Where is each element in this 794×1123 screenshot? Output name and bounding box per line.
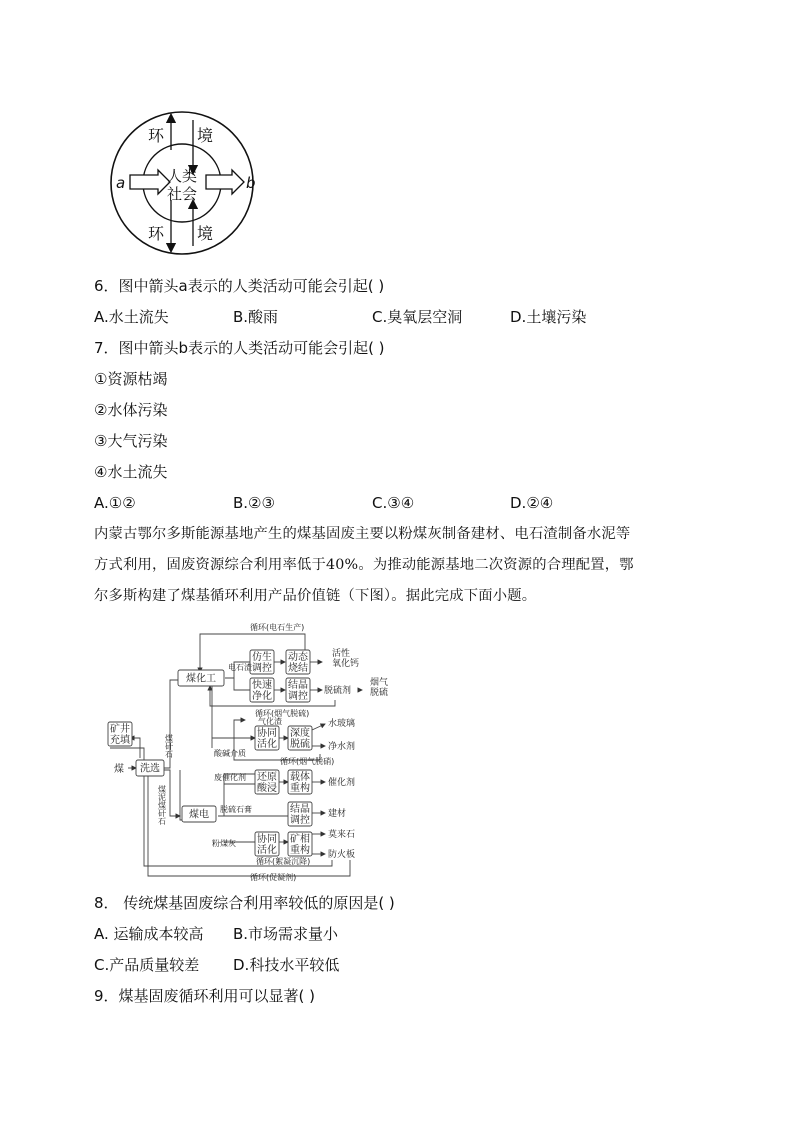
q7-option-d[interactable]: D.②④ <box>510 494 554 512</box>
fig2-out-fire: 防火板 <box>328 850 356 860</box>
fig1-label-top-right: 境 <box>197 126 214 145</box>
fig1-label-center-2: 社会 <box>166 185 198 203</box>
fig1-label-bottom-right: 境 <box>197 224 214 243</box>
fig2-box-cryst1: 结晶调控 <box>288 680 308 703</box>
question-7: 7．图中箭头b表示的人类活动可能会引起( ) <box>94 339 385 357</box>
question-8: 8． 传统煤基固废综合利用率较低的原因是( ) <box>94 894 395 912</box>
q8-option-b[interactable]: B.市场需求量小 <box>233 925 339 943</box>
fig2-lbl-slime: 煤泥煤矸石 <box>157 785 167 825</box>
fig2-lbl-coal: 煤 <box>114 764 124 775</box>
q7-item-3: ③大气污染 <box>94 432 168 450</box>
fig2-out-water: 净水剂 <box>328 742 356 752</box>
fig2-box-fast: 快速净化 <box>252 680 272 703</box>
fig1-label-b: b <box>246 174 256 192</box>
fig2-loop-flue2: 循环(烟气脱硝) <box>280 757 335 766</box>
fig2-out-glass: 水玻璃 <box>328 719 356 729</box>
q7-option-b[interactable]: B.②③ <box>233 494 275 512</box>
q8-option-d[interactable]: D.科技水平较低 <box>233 956 340 974</box>
fig2-box-power: 煤电 <box>189 809 209 821</box>
fig2-box-carrier: 载体重构 <box>290 772 310 795</box>
coal-recycling-value-chain-diagram <box>100 620 400 882</box>
question-9: 9．煤基固废循环利用可以显著( ) <box>94 987 316 1005</box>
fig2-lbl-flyash: 粉煤灰 <box>212 839 236 848</box>
fig2-out-cat: 催化剂 <box>328 778 356 788</box>
fig2-out-flue: 烟气脱硫 <box>370 678 389 698</box>
fig2-lbl-acidalk: 酸碱介质 <box>214 749 246 758</box>
question-6: 6．图中箭头a表示的人类活动可能会引起( ) <box>94 277 385 295</box>
fig2-lbl-gangue: 煤矸石 <box>164 734 174 758</box>
fig2-box-wash: 洗选 <box>140 763 160 775</box>
fig1-label-bottom-left: 环 <box>148 224 165 243</box>
fig2-box-coact2: 协同活化 <box>257 834 277 857</box>
fig2-out-build: 建材 <box>328 809 347 819</box>
fig2-lbl-wastecat: 废催化剂 <box>214 773 246 782</box>
fig2-loop-promo: 循环(促凝剂) <box>250 873 297 882</box>
fig2-lbl-gasslag: 气化渣 <box>258 717 282 726</box>
fig1-label-center-1: 人类 <box>166 167 198 185</box>
fig2-box-dynamic: 动态烧结 <box>288 652 308 675</box>
fig2-box-cryst2: 结晶调控 <box>290 804 310 827</box>
fig1-label-a: a <box>116 174 126 192</box>
human-environment-diagram <box>100 108 265 258</box>
fig2-box-mineral: 矿相重构 <box>290 834 310 857</box>
passage-line-1: 内蒙古鄂尔多斯能源基地产生的煤基固废主要以粉煤灰制备建材、电石渣制备水泥等 <box>94 526 631 542</box>
q7-item-1: ①资源枯竭 <box>94 370 168 388</box>
fig2-lbl-carbide: 电石渣 <box>228 663 252 672</box>
q6-option-d[interactable]: D.土壤污染 <box>510 308 587 326</box>
q6-option-a[interactable]: A.水土流失 <box>94 308 169 326</box>
fig2-loop-coag: 循环(絮凝沉降) <box>256 857 311 866</box>
q7-option-c[interactable]: C.③④ <box>372 494 415 512</box>
q7-option-a[interactable]: A.①② <box>94 494 136 512</box>
fig2-box-mine: 矿井充填 <box>110 724 130 747</box>
q8-option-a[interactable]: A. 运输成本较高 <box>94 925 204 943</box>
fig2-out-desagent: 脱硫剂 <box>324 686 352 696</box>
fig2-loop-flue1: 循环(烟气脱硫) <box>255 709 310 718</box>
fig2-box-deep: 深度脱硫 <box>290 728 310 751</box>
fig2-box-coalchem: 煤化工 <box>186 673 216 685</box>
fig1-label-top-left: 环 <box>148 126 165 145</box>
fig2-box-biomimic: 仿生调控 <box>252 652 272 675</box>
fig2-out-mullite: 莫来石 <box>328 830 356 840</box>
fig2-lbl-desgyp: 脱硫石膏 <box>220 805 252 814</box>
fig2-loop-top: 循环(电石生产) <box>250 623 305 632</box>
fig2-out-cao: 活性氧化钙 <box>332 649 360 669</box>
fig2-box-coact1: 协同活化 <box>257 728 277 751</box>
q7-item-4: ④水土流失 <box>94 463 168 481</box>
passage-line-2: 方式利用，固废资源综合利用率低于40%。为推动能源基地二次资源的合理配置，鄂 <box>94 557 634 573</box>
q6-option-c[interactable]: C.臭氧层空洞 <box>372 308 463 326</box>
q6-option-b[interactable]: B.酸雨 <box>233 308 279 326</box>
passage-line-3: 尔多斯构建了煤基循环利用产品价值链（下图）。据此完成下面小题。 <box>94 588 537 604</box>
fig2-box-reduce: 还原酸浸 <box>257 772 277 795</box>
q8-option-c[interactable]: C.产品质量较差 <box>94 956 200 974</box>
q7-item-2: ②水体污染 <box>94 401 168 419</box>
